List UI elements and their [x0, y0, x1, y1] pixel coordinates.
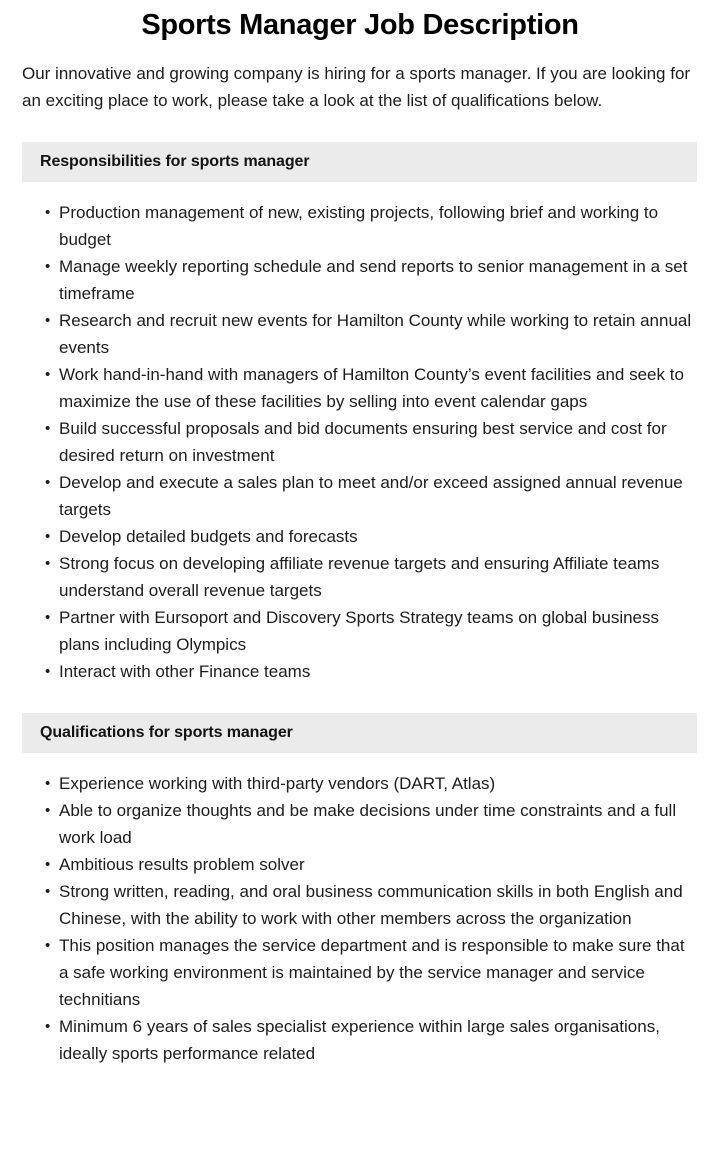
list-item: • Strong focus on developing affiliate revenue targets and ensuring Affiliate teams understand overall revenue targets [45, 550, 694, 604]
list-item: • Work hand-in-hand with managers of Hamilton County’s event facilities and seek to maximize the use of these facilities by selling into event calendar gaps [45, 361, 694, 415]
section-header-qualifications [22, 713, 697, 753]
section-responsibilities [0, 142, 720, 685]
page-title: Sports Manager Job Description [141, 9, 579, 41]
list-item: • Build successful proposals and bid documents ensuring best service and cost for desired return on investment [45, 415, 694, 469]
list-item: • Develop and execute a sales plan to meet and/or exceed assigned annual revenue targets [45, 469, 694, 523]
intro-paragraph: Our innovative and growing company is hiring for a sports manager. If you are looking for an exciting place to work, please take a look at the list of qualifications below. [22, 64, 691, 110]
list-item: • Production management of new, existing projects, following brief and working to budget [45, 199, 694, 253]
qualifications-list [0, 753, 720, 1067]
list-item: • Manage weekly reporting schedule and send reports to senior management in a set timeframe [45, 253, 694, 307]
list-item: • Strong written, reading, and oral business communication skills in both English and Chinese, with the ability to work with other members across the organization [45, 878, 694, 932]
list-item: • Research and recruit new events for Hamilton County while working to retain annual events [45, 307, 694, 361]
section-qualifications [0, 713, 720, 1067]
section-header-responsibilities [22, 142, 697, 182]
list-item: • Minimum 6 years of sales specialist experience within large sales organisations, ideally sports performance related [45, 1013, 694, 1067]
list-item: • Develop detailed budgets and forecasts [45, 523, 694, 550]
section-header-label: Responsibilities for sports manager [40, 153, 310, 170]
list-item: • Ambitious results problem solver [45, 851, 694, 878]
list-item: • Interact with other Finance teams [45, 658, 694, 685]
list-item: • Able to organize thoughts and be make decisions under time constraints and a full work load [45, 797, 694, 851]
list-item: • This position manages the service department and is responsible to make sure that a safe working environment is maintained by the service manager and service technitians [45, 932, 694, 1013]
list-item: • Partner with Eursoport and Discovery Sports Strategy teams on global business plans including Olympics [45, 604, 694, 658]
bottom-spacer [0, 1067, 720, 1093]
list-item: • Experience working with third-party vendors (DART, Atlas) [45, 770, 694, 797]
responsibilities-list [0, 182, 720, 685]
section-header-label: Qualifications for sports manager [40, 724, 293, 741]
